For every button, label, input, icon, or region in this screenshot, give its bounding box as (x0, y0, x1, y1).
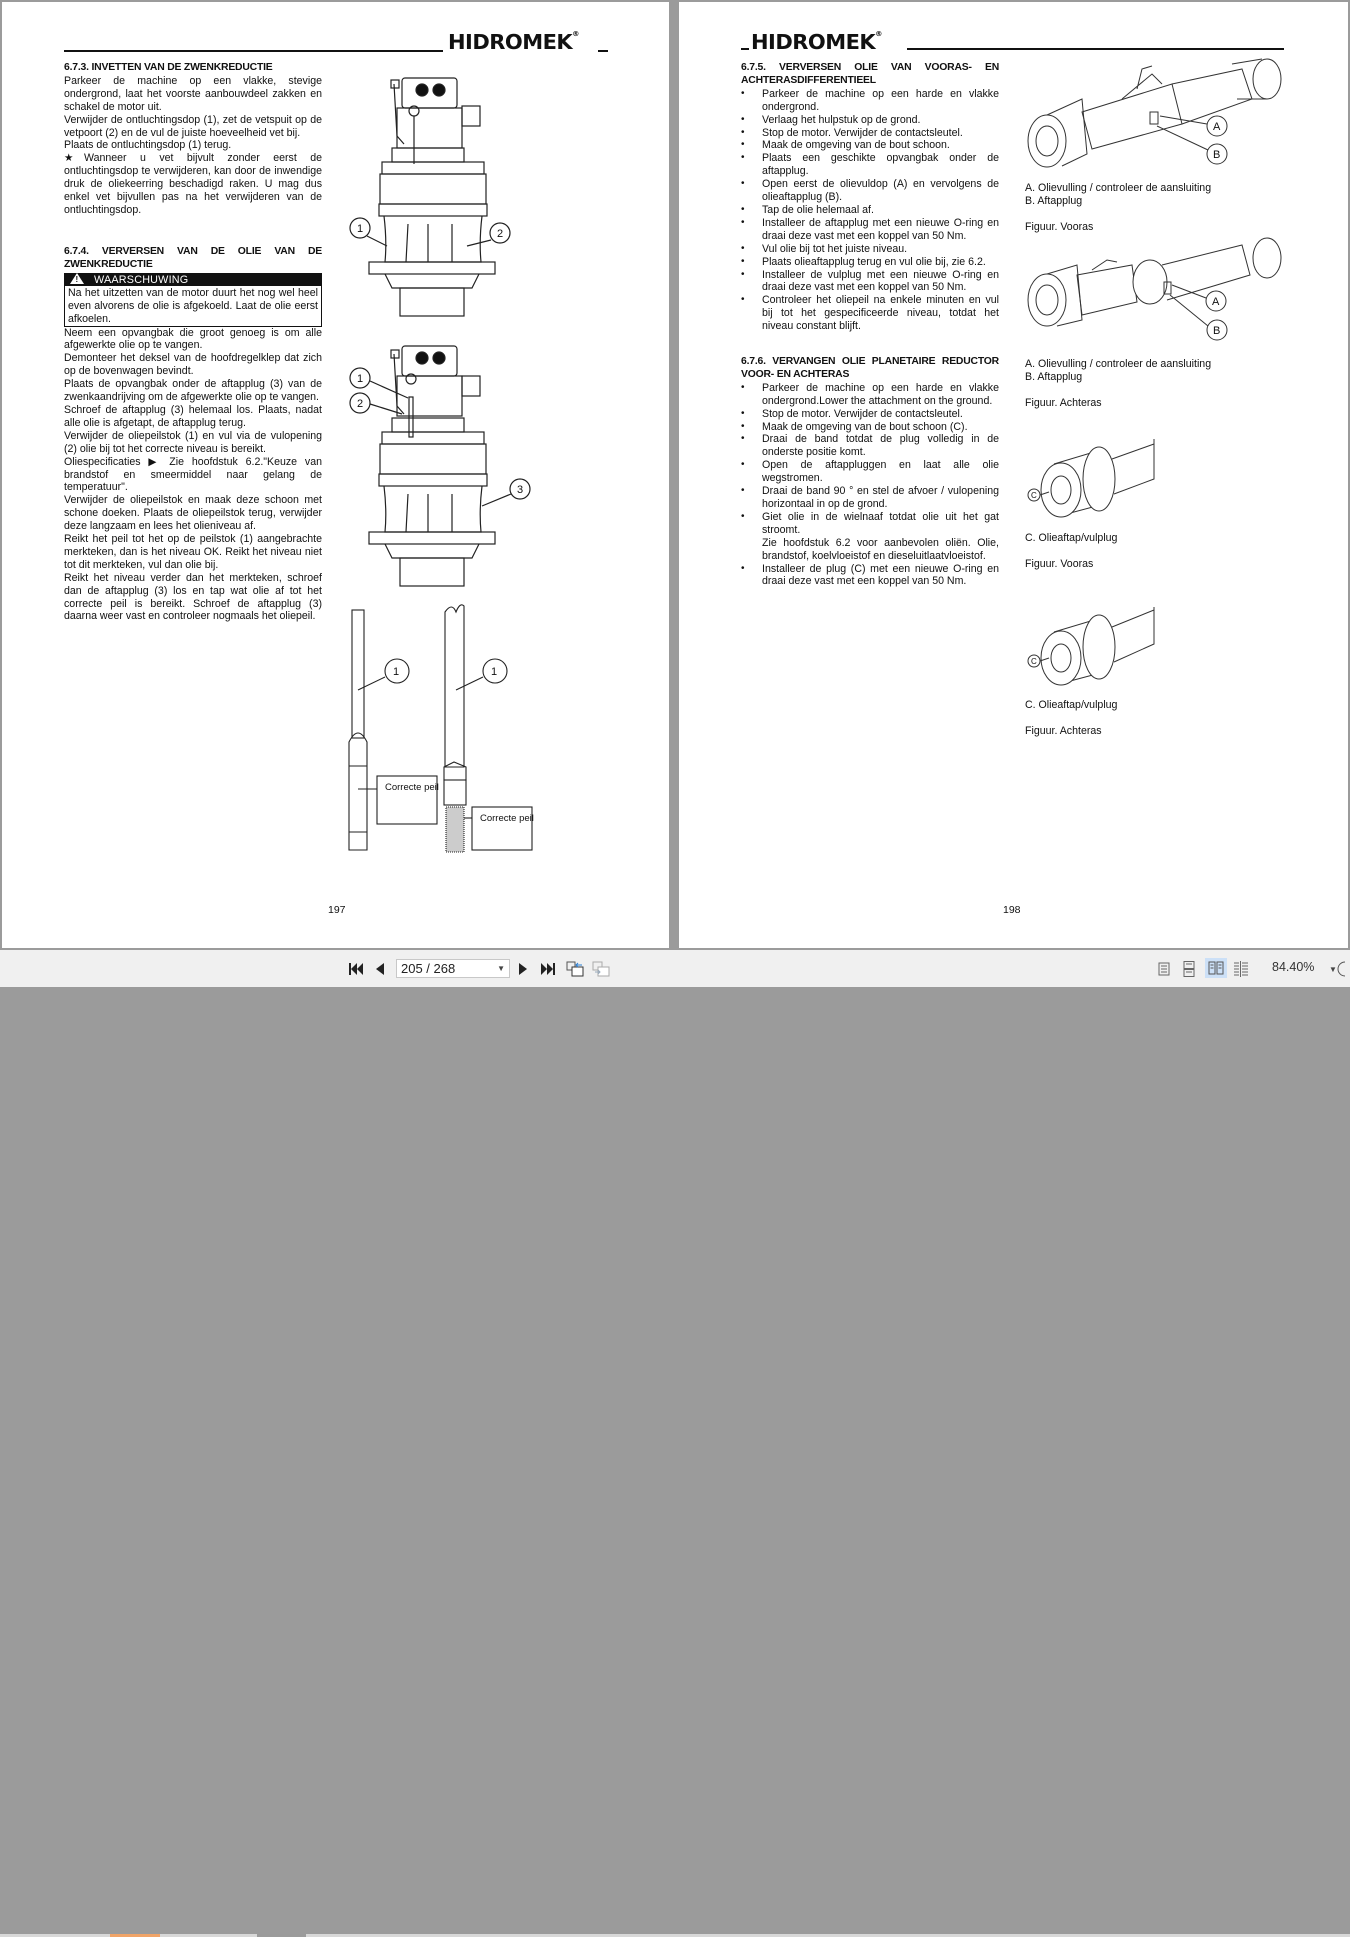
list-item: • Maak de omgeving van de bout schoon. (741, 139, 999, 152)
pdf-viewer-toolbar (0, 950, 1350, 987)
warning-header: ! WAARSCHUWING (64, 273, 322, 286)
paragraph: Neem een opvangbak die groot genoeg is om alle afgewerkte olie op te vangen. (64, 326, 322, 352)
section-title: 6.7.5. VERVERSEN OLIE VAN VOORAS- EN ACHTERASDIFFERENTIEEL (741, 62, 999, 86)
header-rule-start (741, 48, 749, 50)
zoom-level-select[interactable]: 84.40% (1272, 960, 1315, 974)
previous-view-icon (566, 961, 584, 977)
previous-view-button[interactable] (566, 960, 584, 978)
paragraph: Verwijder de ontluchtingsdop (1), zet de vetspuit op de vetpoort (2) en de vul de juiste hoeveelheid vet bij. (64, 113, 322, 139)
section-title: 6.7.4. VERVERSEN VAN DE OLIE VAN DE ZWENKREDUCTIE (64, 246, 322, 270)
svg-text:C: C (1031, 491, 1037, 500)
note-paragraph: ★Wanneer u vet bijvult zonder eerst de ontluchtingsdop te verwijderen, kan door de inwendige druk de oliekeerring beschadigd raken. U mag dus enkel vet bijvullen pas na het verwijderen van de ontluchtingsdop. (64, 152, 322, 216)
section-title: 6.7.3. INVETTEN VAN DE ZWENKREDUCTIE (64, 62, 273, 73)
list-item: • Draai de band totdat de plug volledig in de onderste positie komt. (741, 433, 999, 459)
paragraph: Reikt het peil tot het op de peilstok (1) aangebrachte merkteken, dan is het niveau OK. Reikt het niveau niet tot dit merkteken, vul dan olie bij. (64, 533, 322, 571)
header-rule (64, 50, 443, 52)
section-6-7-4 (64, 246, 322, 623)
list-item: • Open eerst de olievuldop (A) en vervolgens de olieaftapplug (B). (741, 178, 999, 204)
two-page-view-button[interactable] (1205, 958, 1227, 978)
zoom-dropdown-button[interactable] (1328, 960, 1348, 978)
svg-text:B: B (1213, 149, 1221, 161)
list-item: • Parkeer de machine op een harde en vlakke ondergrond.Lower the attachment on the ground. (741, 382, 999, 408)
paragraph: Demonteer het deksel van de hoofdregelklep dat zich op de bovenwagen bevindt. (64, 352, 322, 378)
dropdown-arrow-icon: ▼ (497, 964, 505, 973)
swing-reducer-figure-middle (342, 336, 542, 596)
dropdown-arrow-icon: ▼ (1329, 964, 1337, 974)
list-item: • Giet olie in de wielnaaf totdat olie uit het gat stroomt. Zie hoofdstuk 6.2 voor aanbevolen oliën. Olie, brandstof, koelvloeistof en dieseluitlaatvloeistof. (741, 511, 999, 563)
warning-triangle-icon: ! (70, 273, 84, 284)
zoom-in-icon (1337, 961, 1347, 977)
list-item: • Maak de omgeving van de bout schoon (C). (741, 421, 999, 434)
list-item: • Installeer de plug (C) met een nieuwe O-ring en draai deze vast met een koppel van 50 Nm. (741, 563, 999, 589)
svg-text:1: 1 (393, 666, 400, 678)
svg-text:2: 2 (357, 398, 364, 410)
hidromek-logo: HIDROMEK® (751, 30, 882, 54)
svg-text:Correcte peil: Correcte peil (480, 813, 534, 824)
continuous-view-button[interactable] (1181, 960, 1197, 978)
paragraph: Schroef de aftapplug (3) helemaal los. Plaats, nadat alle olie is afgetapt, de aftapplug terug. (64, 403, 322, 429)
next-page-button[interactable] (517, 960, 529, 978)
hidromek-logo: HIDROMEK® (448, 30, 579, 54)
svg-text:3: 3 (517, 484, 524, 496)
list-item: • Stop de motor. Verwijder de contactsleutel. (741, 408, 999, 421)
list-item: • Controleer het oliepeil na enkele minuten en vul bij tot het gespecificeerde niveau, totdat het niveau constant blijft. (741, 294, 999, 333)
first-page-icon (349, 963, 363, 975)
section-title: 6.7.6. VERVANGEN OLIE PLANETAIRE REDUCTOR VOOR- EN ACHTERAS (741, 356, 999, 380)
two-page-continuous-icon (1233, 961, 1249, 977)
svg-text:C: C (1031, 657, 1037, 666)
first-page-button[interactable] (348, 960, 364, 978)
list-item: • Verlaag het hulpstuk op de grond. (741, 114, 999, 127)
continuous-page-icon (1183, 961, 1195, 977)
list-item: • Stop de motor. Verwijder de contactsleutel. (741, 127, 999, 140)
pdf-page-left (2, 2, 669, 948)
single-page-view-button[interactable] (1156, 960, 1172, 978)
header-rule (907, 48, 1284, 50)
dipstick-figure (342, 602, 542, 857)
figure-caption: A. Olievulling / controleer de aansluiting B. Aftapplug Figuur. Vooras (1025, 182, 1212, 233)
svg-text:1: 1 (357, 373, 364, 385)
list-item: • Tap de olie helemaal af. (741, 204, 999, 217)
list-item: • Plaats olieaftapplug terug en vul olie bij, zie 6.2. (741, 256, 999, 269)
list-item: • Vul olie bij tot het juiste niveau. (741, 243, 999, 256)
svg-text:2: 2 (497, 228, 504, 240)
list-item: • Plaats een geschikte opvangbak onder de aftapplug. (741, 152, 999, 178)
previous-page-icon (376, 963, 384, 975)
rear-axle-figure (1022, 230, 1292, 348)
figure-caption: C. Olieaftap/vulplug Figuur. Achteras (1025, 699, 1118, 737)
list-item: • Installeer de aftapplug met een nieuwe O-ring en draai deze vast met een koppel van 50 Nm. (741, 217, 999, 243)
rear-hub-figure (1024, 602, 1159, 694)
steps-list (741, 382, 999, 589)
last-page-button[interactable] (540, 960, 556, 978)
paragraph: Plaats de ontluchtingsdop (1) terug. (64, 139, 232, 152)
steps-list (741, 88, 999, 333)
figure-caption: A. Olievulling / controleer de aansluiting B. Aftapplug Figuur. Achteras (1025, 358, 1212, 409)
paragraph: Parkeer de machine op een vlakke, stevige ondergrond, laat het voorste aanbouwdeel zakken en schakel de motor uit. (64, 74, 322, 113)
page-number: 197 (328, 904, 346, 916)
list-item: • Parkeer de machine op een harde en vlakke ondergrond. (741, 88, 999, 114)
warning-text: Na het uitzetten van de motor duurt het nog wel heel even alvorens de olie is afgekoeld. Laat de olie eerst afkoelen. (64, 286, 322, 327)
page-number-select[interactable]: 205 / 268 ▼ (396, 959, 510, 978)
paragraph: Verwijder de oliepeilstok en maak deze schoon met schone doeken. Plaats de oliepeilstok terug, verwijder deze langzaam en lees het olieniveau af. (64, 494, 322, 533)
list-item: • Draai de band 90 ° en stel de afvoer / vulopening horizontaal in op de grond. (741, 485, 999, 511)
list-item: • Open de aftappluggen en laat alle olie wegstromen. (741, 459, 999, 485)
next-view-button[interactable] (592, 960, 610, 978)
svg-text:B: B (1213, 325, 1221, 337)
svg-text:1: 1 (357, 223, 364, 235)
page-number: 198 (1003, 904, 1021, 916)
list-item: • Installeer de vulplug met een nieuwe O-ring en draai deze vast met een koppel van 50 Nm. (741, 269, 999, 295)
paragraph: Verwijder de oliepeilstok (1) en vul via de vulopening (2) olie bij tot het correcte niveau is bereikt. (64, 429, 322, 455)
section-6-7-3 (64, 62, 322, 217)
section-6-7-6 (741, 356, 999, 588)
paragraph: Oliespecificaties ▶ Zie hoofdstuk 6.2."Keuze van brandstof en smeermiddel naar gelang de temperatuur". (64, 455, 322, 494)
two-page-continuous-view-button[interactable] (1233, 960, 1249, 978)
header-rule-end (598, 50, 608, 52)
two-page-icon (1208, 961, 1224, 975)
paragraph: Plaats de opvangbak onder de aftapplug (3) van de zwenkaandrijving om de afgewerkte olie op te vangen. (64, 378, 322, 404)
svg-text:A: A (1213, 121, 1221, 133)
paragraph: Reikt het niveau verder dan het merkteken, schroef dan de aftapplug (3) los en tap wat olie af tot het correcte peil is bereikt. Schroef de aftapplug (3) daarna weer vast en controleer nogmaals het oliepeil. (64, 571, 322, 623)
note: Zie hoofdstuk 6.2 voor aanbevolen oliën. Olie, brandstof, koelvloeistof en dieseluitlaatvloeistof. (762, 536, 999, 562)
warning-box (64, 273, 322, 327)
swing-reducer-figure-top (342, 66, 542, 326)
svg-text:1: 1 (491, 666, 498, 678)
section-6-7-5 (741, 62, 999, 333)
correct-level-label: Correcte peil (385, 782, 439, 793)
last-page-icon (541, 963, 555, 975)
next-page-icon (519, 963, 527, 975)
previous-page-button[interactable] (374, 960, 386, 978)
front-hub-figure (1024, 434, 1159, 526)
figure-caption: C. Olieaftap/vulplug Figuur. Vooras (1025, 532, 1118, 570)
front-axle-figure (1022, 54, 1292, 172)
svg-text:A: A (1212, 296, 1220, 308)
next-view-icon (592, 961, 610, 977)
pdf-page-right (679, 2, 1348, 948)
single-page-icon (1158, 962, 1170, 976)
